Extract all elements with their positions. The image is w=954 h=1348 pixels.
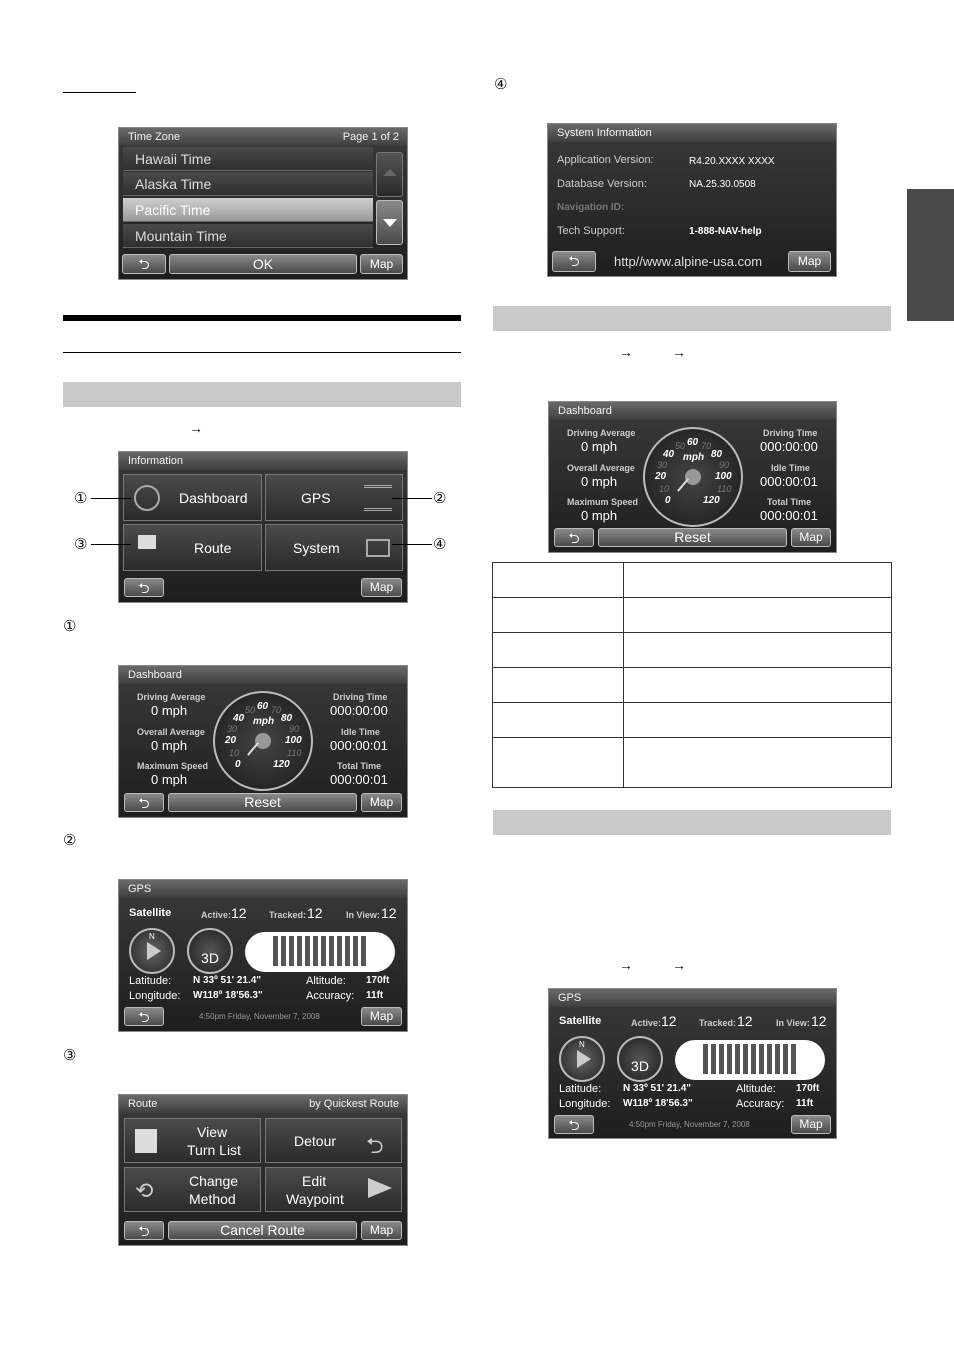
signal-bar [775,1044,780,1074]
callout-3-heading: ③ [63,1047,77,1064]
back-arrow-icon: ⮌ [138,580,150,596]
back-arrow-icon: ⮌ [138,256,150,272]
callout-line-2 [392,498,432,499]
speedometer-gauge [213,691,313,791]
map-button[interactable]: Map [791,1115,831,1134]
overall-average-label: Overall Average [567,463,635,473]
subsection-bar-right-2 [493,810,891,835]
back-button[interactable] [124,578,164,597]
gps-titlebar [549,989,836,1007]
driving-time-label: Driving Time [333,692,388,702]
db-version-label: Database Version: [557,178,647,190]
step-arrow: → [619,344,633,360]
table-cell [624,703,892,738]
signal-bar [783,1044,788,1074]
signal-bar [321,936,326,966]
timezone-item-hawaii[interactable]: Hawaii Time [123,147,373,171]
callout-4-heading: ④ [494,76,508,93]
table-row [493,703,892,738]
accuracy-value: 11ft [366,990,384,1001]
driving-time-value: 000:00:00 [760,439,818,454]
active-label: Active: [201,910,232,920]
website-url: http//www.alpine-usa.com [614,254,763,269]
information-titlebar [119,452,407,470]
signal-bar [727,1044,732,1074]
route-menu-label: Route [194,540,232,556]
gauge-tick-10: 10 [659,484,670,494]
gauge-tick-110: 110 [717,484,732,494]
gauge-tick-20: 20 [225,735,237,746]
driving-average-label: Driving Average [567,428,636,438]
change-method-icon: ⟲ [135,1178,154,1203]
nav-id-label: Navigation ID: [557,202,625,213]
gauge-tick-80: 80 [711,449,723,460]
table-cell [493,563,624,598]
table-row [493,668,892,703]
dashboard-menu-button[interactable] [123,474,262,521]
table-cell [493,738,624,788]
back-arrow-icon: ⮌ [568,1117,580,1133]
table-cell [493,703,624,738]
system-info-titlebar [548,124,836,142]
callout-line-1 [91,498,131,499]
signal-bar [711,1044,716,1074]
compass-n-label: N [149,932,155,941]
dashboard-titlebar [549,402,836,420]
idle-time-label: Idle Time [771,463,810,473]
signal-bar [361,936,366,966]
signal-bar [313,936,318,966]
latitude-label: Latitude: [559,1083,602,1095]
callout-3: ③ [74,536,88,553]
idle-time-label: Idle Time [341,727,380,737]
overall-average-value: 0 mph [581,474,618,489]
timezone-item-alaska[interactable]: Alaska Time [123,172,373,196]
overall-average-label: Overall Average [137,727,205,737]
altitude-label: Altitude: [306,975,346,987]
gauge-tick-10: 10 [229,748,240,758]
accuracy-label: Accuracy: [306,990,355,1002]
compass-icon [129,928,175,974]
gauge-hub [255,733,271,749]
signal-bar [289,936,294,966]
inview-label: In View: [346,910,380,920]
route-title: Route [128,1098,158,1110]
gauge-tick-40: 40 [663,449,675,460]
maximum-speed-label: Maximum Speed [137,761,209,771]
table-cell [493,668,624,703]
timezone-title: Time Zone [128,131,181,143]
table-cell [624,598,892,633]
compass-n-label: N [579,1040,585,1049]
tech-support-value: 1-888-NAV-help [689,226,762,237]
timezone-titlebar [119,128,407,146]
system-menu-label: System [293,540,340,556]
longitude-label: Longitude: [559,1098,611,1110]
idle-time-value: 000:00:01 [760,474,818,489]
active-value: 12 [231,905,247,921]
gauge-tick-30: 30 [227,724,238,734]
app-version-label: Application Version: [557,154,654,166]
scroll-down-icon [383,219,397,227]
tracked-value: 12 [737,1013,753,1029]
satellite-label: Satellite [129,907,172,919]
driving-average-value: 0 mph [581,439,618,454]
gauge-tick-70: 70 [701,441,712,451]
information-screen [118,451,408,603]
callout-4: ④ [433,536,447,553]
gps-title: GPS [128,883,152,895]
signal-bar [281,936,286,966]
table-row [493,563,892,598]
accuracy-value: 11ft [796,1098,814,1109]
subsection-bar-right-1 [493,306,891,331]
map-button[interactable]: Map [361,793,402,812]
gps-menu-label: GPS [301,490,331,506]
latitude-label: Latitude: [129,975,172,987]
dashboard-titlebar [119,666,407,684]
total-time-label: Total Time [337,761,382,771]
latitude-value: N 33º 51' 21.4" [193,975,262,986]
speedometer-gauge [643,427,743,527]
gauge-tick-0: 0 [665,495,671,506]
gauge-tick-50: 50 [675,441,686,451]
map-button[interactable]: Map [791,528,831,547]
scroll-up-icon [383,169,397,176]
back-button[interactable] [552,251,596,272]
gps-titlebar [119,880,407,898]
tracked-value: 12 [307,905,323,921]
callout-1-heading: ① [63,618,77,635]
gps-screen-right [548,988,837,1139]
change-method-button[interactable] [124,1167,261,1212]
tech-support-label: Tech Support: [557,225,625,237]
gps-title: GPS [558,992,582,1004]
active-value: 12 [661,1013,677,1029]
table-row [493,633,892,668]
signal-bar [791,1044,796,1074]
back-button[interactable] [124,1007,164,1026]
idle-time-value: 000:00:01 [330,738,388,753]
step-arrow: → [189,420,203,436]
table-row [493,598,892,633]
change-method-label-1: Change [189,1173,239,1189]
signal-bar [703,1044,708,1074]
fix-indicator [187,928,233,974]
back-arrow-icon: ⮌ [568,253,580,269]
system-info-title: System Information [557,127,652,139]
table-row [493,738,892,788]
table-cell [624,738,892,788]
inview-value: 12 [811,1013,827,1029]
gauge-tick-100: 100 [715,471,732,482]
header-rule-short [63,92,136,93]
gauge-tick-60: 60 [257,701,269,712]
driving-time-value: 000:00:00 [330,703,388,718]
ok-button[interactable]: OK [169,254,357,274]
gps-timestamp: 4:50pm Friday, November 7, 2008 [199,1012,320,1021]
information-title: Information [128,455,184,467]
dashboard-items-table [492,562,892,788]
map-button[interactable]: Map [361,1221,402,1240]
back-arrow-icon: ⮌ [138,1009,150,1025]
altitude-label: Altitude: [736,1083,776,1095]
reset-button[interactable]: Reset [168,793,357,812]
gauge-tick-100: 100 [285,735,302,746]
active-label: Active: [631,1018,662,1028]
gauge-tick-90: 90 [719,460,730,470]
edit-waypoint-button[interactable] [265,1167,402,1212]
signal-bar [719,1044,724,1074]
gauge-tick-60: 60 [687,437,699,448]
gps-screen-left [118,879,408,1032]
gauge-tick-20: 20 [655,471,667,482]
signal-bar [337,936,342,966]
edit-waypoint-label-2: Waypoint [286,1191,344,1207]
compass-icon [559,1036,605,1082]
gauge-tick-120: 120 [703,495,720,506]
detour-button[interactable] [265,1118,402,1163]
fix-indicator [617,1036,663,1082]
back-button[interactable] [122,254,166,274]
callout-1: ① [74,490,88,507]
cancel-route-button[interactable]: Cancel Route [168,1221,357,1240]
route-flag-icon [138,535,156,549]
scroll-up-button[interactable] [376,152,403,197]
gauge-needle [677,478,689,492]
system-screen-icon [366,539,390,557]
callout-2: ② [433,490,447,507]
detour-icon: ⮌ [366,1133,384,1158]
gauge-hub [685,469,701,485]
dashboard-title: Dashboard [128,669,182,681]
maximum-speed-label: Maximum Speed [567,497,639,507]
turn-list-icon [135,1129,157,1153]
view-turn-list-label-2: Turn List [187,1142,241,1158]
timezone-item-pacific[interactable]: Pacific Time [123,198,373,222]
dashboard-title: Dashboard [558,405,612,417]
gauge-unit: mph [253,716,275,727]
total-time-label: Total Time [767,497,812,507]
signal-bar [329,936,334,966]
latitude-value: N 33º 51' 21.4" [623,1083,692,1094]
back-button[interactable] [554,528,594,547]
table-cell [624,633,892,668]
back-button[interactable] [124,1221,164,1240]
compass-pointer [147,942,161,960]
view-turn-list-label-1: View [197,1124,228,1140]
gauge-tick-90: 90 [289,724,300,734]
db-version-value: NA.25.30.0508 [689,179,756,190]
route-screen [118,1094,408,1246]
step-arrow: → [672,957,686,973]
route-menu-button[interactable] [123,524,262,571]
back-button[interactable] [124,793,164,812]
edit-waypoint-label-1: Edit [302,1173,327,1189]
table-cell [493,598,624,633]
inview-label: In View: [776,1018,810,1028]
map-button[interactable]: Map [360,254,403,274]
step-arrow: → [619,957,633,973]
gauge-tick-50: 50 [245,705,256,715]
map-button[interactable]: Map [361,578,402,597]
map-button[interactable]: Map [788,251,831,272]
callout-line-3 [91,544,131,545]
longitude-label: Longitude: [129,990,181,1002]
inview-value: 12 [381,905,397,921]
satellite-signal-panel [675,1040,825,1080]
signal-bar [297,936,302,966]
maximum-speed-value: 0 mph [151,772,188,787]
step-arrow: → [672,344,686,360]
timezone-screen [118,127,408,280]
fix-value: 3D [631,1058,649,1074]
driving-time-label: Driving Time [763,428,818,438]
timezone-item-mountain[interactable]: Mountain Time [123,224,373,248]
fix-value: 3D [201,950,219,966]
dashboard-menu-label: Dashboard [179,490,248,506]
signal-bar [735,1044,740,1074]
tracked-label: Tracked: [269,910,307,920]
longitude-value: W118º 18'56.3" [623,1098,693,1109]
reset-button[interactable]: Reset [598,528,787,547]
accuracy-label: Accuracy: [736,1098,785,1110]
signal-bar [353,936,358,966]
driving-average-value: 0 mph [151,703,188,718]
gauge-tick-120: 120 [273,759,290,770]
section-rule-thin [63,352,461,353]
gauge-tick-30: 30 [657,460,668,470]
gauge-needle [247,742,259,756]
dashboard-screen-right [548,401,837,553]
longitude-value: W118º 18'56.3" [193,990,263,1001]
scroll-down-button[interactable] [376,200,403,245]
gauge-unit: mph [683,452,705,463]
app-version-value: R4.20.XXXX XXXX [689,156,775,167]
driving-average-label: Driving Average [137,692,206,702]
gauge-tick-70: 70 [271,705,282,715]
subsection-bar-left [63,382,461,407]
signal-bar [345,936,350,966]
side-thumb-tab [907,189,954,321]
signal-bar [751,1044,756,1074]
signal-bar [767,1044,772,1074]
altitude-value: 170ft [796,1083,820,1094]
map-button[interactable]: Map [361,1007,402,1026]
callout-line-4 [392,544,432,545]
satellite-icon [364,485,392,511]
change-method-label-2: Method [189,1191,236,1207]
back-arrow-icon: ⮌ [568,530,580,546]
gauge-tick-80: 80 [281,713,293,724]
overall-average-value: 0 mph [151,738,188,753]
altitude-value: 170ft [366,975,390,986]
system-menu-button[interactable] [265,524,403,571]
gps-menu-button[interactable] [265,474,403,521]
back-arrow-icon: ⮌ [138,1223,150,1239]
detour-label: Detour [294,1133,337,1149]
tracked-label: Tracked: [699,1018,737,1028]
back-arrow-icon: ⮌ [138,795,150,811]
route-mode: by Quickest Route [309,1098,399,1110]
gauge-tick-0: 0 [235,759,241,770]
route-titlebar [119,1095,407,1113]
view-turn-list-button[interactable] [124,1118,261,1163]
satellite-label: Satellite [559,1015,602,1027]
back-button[interactable] [554,1115,594,1134]
signal-bar [759,1044,764,1074]
table-cell [624,563,892,598]
dashboard-screen-left [118,665,408,818]
signal-bar [273,936,278,966]
maximum-speed-value: 0 mph [581,508,618,523]
gauge-tick-40: 40 [233,713,245,724]
gps-timestamp: 4:50pm Friday, November 7, 2008 [629,1120,750,1129]
callout-2-heading: ② [63,832,77,849]
signal-bar [743,1044,748,1074]
table-cell [624,668,892,703]
compass-pointer [577,1050,591,1068]
signal-bar [305,936,310,966]
total-time-value: 000:00:01 [330,772,388,787]
total-time-value: 000:00:01 [760,508,818,523]
waypoint-flag-icon [368,1178,392,1198]
speedometer-icon [134,485,160,511]
table-cell [493,633,624,668]
section-rule-thick [63,315,461,321]
satellite-signal-panel [245,932,395,972]
gauge-tick-110: 110 [287,748,302,758]
timezone-page-indicator: Page 1 of 2 [342,131,399,143]
system-info-screen [547,123,837,277]
